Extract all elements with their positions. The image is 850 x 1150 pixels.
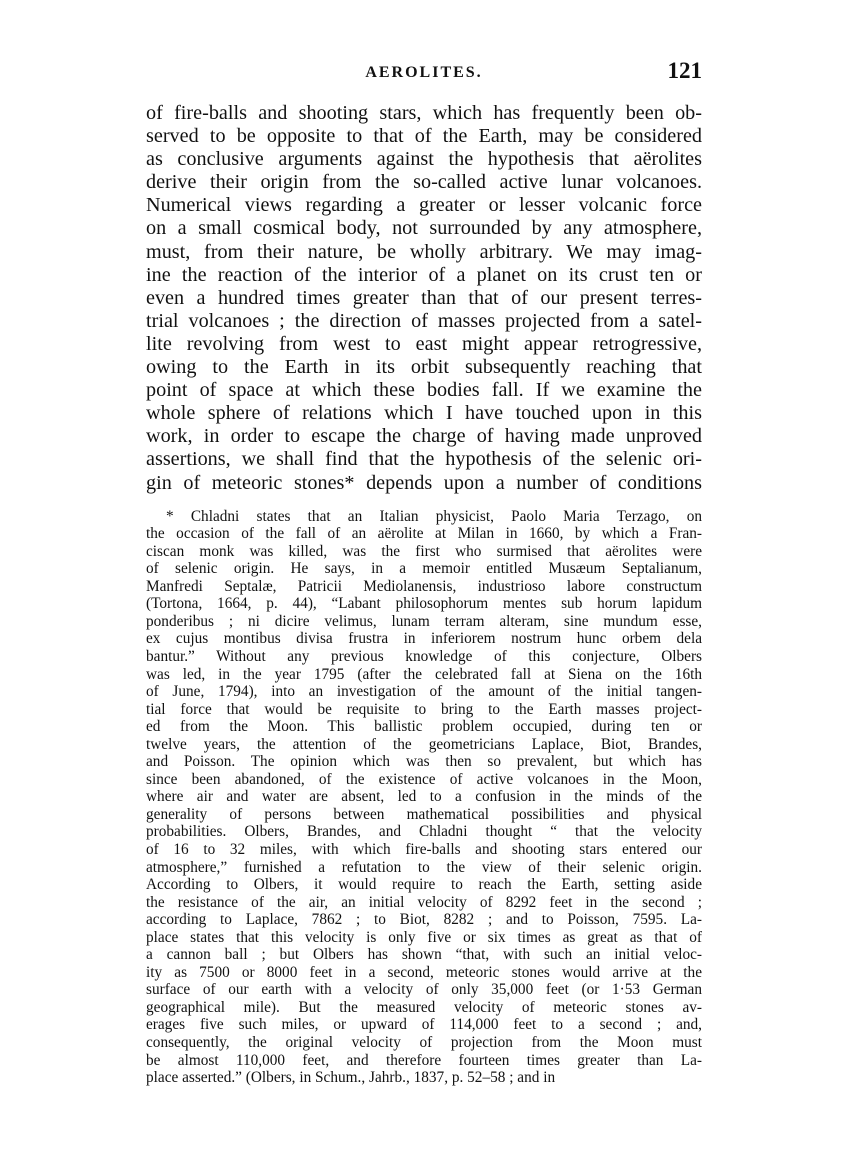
running-title: AEROLITES. [365,64,483,81]
footnote-line: ciscan monk was killed, was the first who surmised that aërolites were [146,542,702,560]
footnote-line: according to Laplace, 7862 ; to Biot, 8282 ; and to Poisson, 7595. La- [146,911,702,929]
body-line: derive their origin from the so-called active lunar volcanoes. [146,171,702,194]
footnote-line: be almost 110,000 feet, and therefore fourteen times greater than La- [146,1051,702,1069]
footnote-line: of June, 1794), into an investigation of the amount of the initial tangen- [146,683,702,701]
footnote-line: ity as 7500 or 8000 feet in a second, meteoric stones would arrive at the [146,963,702,981]
footnote-line: ed from the Moon. This ballistic problem occupied, during ten or [146,718,702,736]
body-line: on a small cosmical body, not surrounded by any atmosphere, [146,217,702,240]
footnote-line: consequently, the original velocity of projection from the Moon must [146,1034,702,1051]
footnote-line: of selenic origin. He says, in a memoir entitled Musæum Septalianum, [146,560,702,578]
body-line: must, from their nature, be wholly arbitrary. We may imag- [146,240,702,263]
footnote [146,508,702,1087]
footnote-line: the occasion of the fall of an aërolite at Milan in 1660, by which a Fran- [146,525,702,543]
footnote-line: since been abandoned, of the existence of active volcanoes in the Moon, [146,770,702,788]
body-line: ine the reaction of the interior of a planet on its crust ten or [146,263,702,286]
footnote-line: Manfredi Septalæ, Patricii Mediolanensis, industrioso labore constructum [146,577,702,595]
body-line: assertions, we shall find that the hypothesis of the selenic ori- [146,448,702,471]
footnote-line: generality of persons between mathematical possibilities and physical [146,805,702,823]
body-line: point of space at which these bodies fall. If we examine the [146,379,702,402]
body-line: Numerical views regarding a greater or lesser volcanic force [146,194,702,217]
footnote-line: atmosphere,” furnished a refutation to the view of their selenic origin. [146,858,702,876]
body-line: of fire-balls and shooting stars, which has frequently been ob- [146,102,702,124]
footnote-line: and Poisson. The opinion which was then so prevalent, but which has [146,753,702,771]
footnote-line: geographical mile). But the measured velocity of meteoric stones av- [146,998,702,1016]
body-line: owing to the Earth in its orbit subsequently reaching that [146,356,702,379]
page-number: 121 [667,58,702,83]
body-line: whole sphere of relations which I have touched upon in this [146,402,702,425]
footnote-line: where air and water are absent, led to a confusion in the minds of the [146,788,702,806]
body-text [146,102,702,495]
body-line: trial volcanoes ; the direction of masses projected from a satel- [146,309,702,332]
footnote-line: a cannon ball ; but Olbers has shown “that, with such an initial veloc- [146,946,702,964]
running-head [146,58,702,88]
footnote-line: of 16 to 32 miles, with which fire-balls and shooting stars entered our [146,840,702,858]
footnote-line: probabilities. Olbers, Brandes, and Chladni thought “ that the velocity [146,823,702,841]
footnote-line: was led, in the year 1795 (after the celebrated fall at Siena on the 16th [146,665,702,683]
footnote-line: twelve years, the attention of the geometricians Laplace, Biot, Brandes, [146,735,702,753]
body-line: work, in order to escape the charge of having made unproved [146,425,702,448]
footnote-line: the resistance of the air, an initial velocity of 8292 feet in the second ; [146,893,702,911]
body-line: as conclusive arguments against the hypothesis that aërolites [146,148,702,171]
body-line: lite revolving from west to east might appear retrogressive, [146,332,702,355]
book-page [146,58,702,1087]
footnote-line: ex cujus montibus divisa frustra in inferiorem nostrum hunc orbem dela [146,630,702,648]
footnote-line: According to Olbers, it would require to reach the Earth, setting aside [146,876,702,894]
footnote-line: bantur.” Without any previous knowledge of this conjecture, Olbers [146,647,702,665]
footnote-line: surface of our earth with a velocity of only 35,000 feet (or 1·53 German [146,981,702,999]
footnote-line: ponderibus ; ni dicire velimus, lunam terram alteram, sine mundum esse, [146,612,702,630]
body-line: served to be opposite to that of the Earth, may be considered [146,125,702,148]
body-line: even a hundred times greater than that of our present terres- [146,286,702,309]
body-line: gin of meteoric stones* depends upon a number of conditions [146,471,702,494]
footnote-line: * Chladni states that an Italian physicist, Paolo Maria Terzago, on [166,507,702,525]
footnote-line: place states that this velocity is only five or six times as great as that of [146,928,702,946]
footnote-line: (Tortona, 1664, p. 44), “Labant philosophorum mentes sub horum lapidum [146,595,702,613]
footnote-line: place asserted.” (Olbers, in Schum., Jahrb., 1837, p. 52–58 ; and in [146,1069,556,1087]
footnote-line: erages five such miles, or upward of 114,000 feet to a second ; and, [146,1016,702,1034]
footnote-line: tial force that would be requisite to bring to the Earth masses project- [146,700,702,718]
